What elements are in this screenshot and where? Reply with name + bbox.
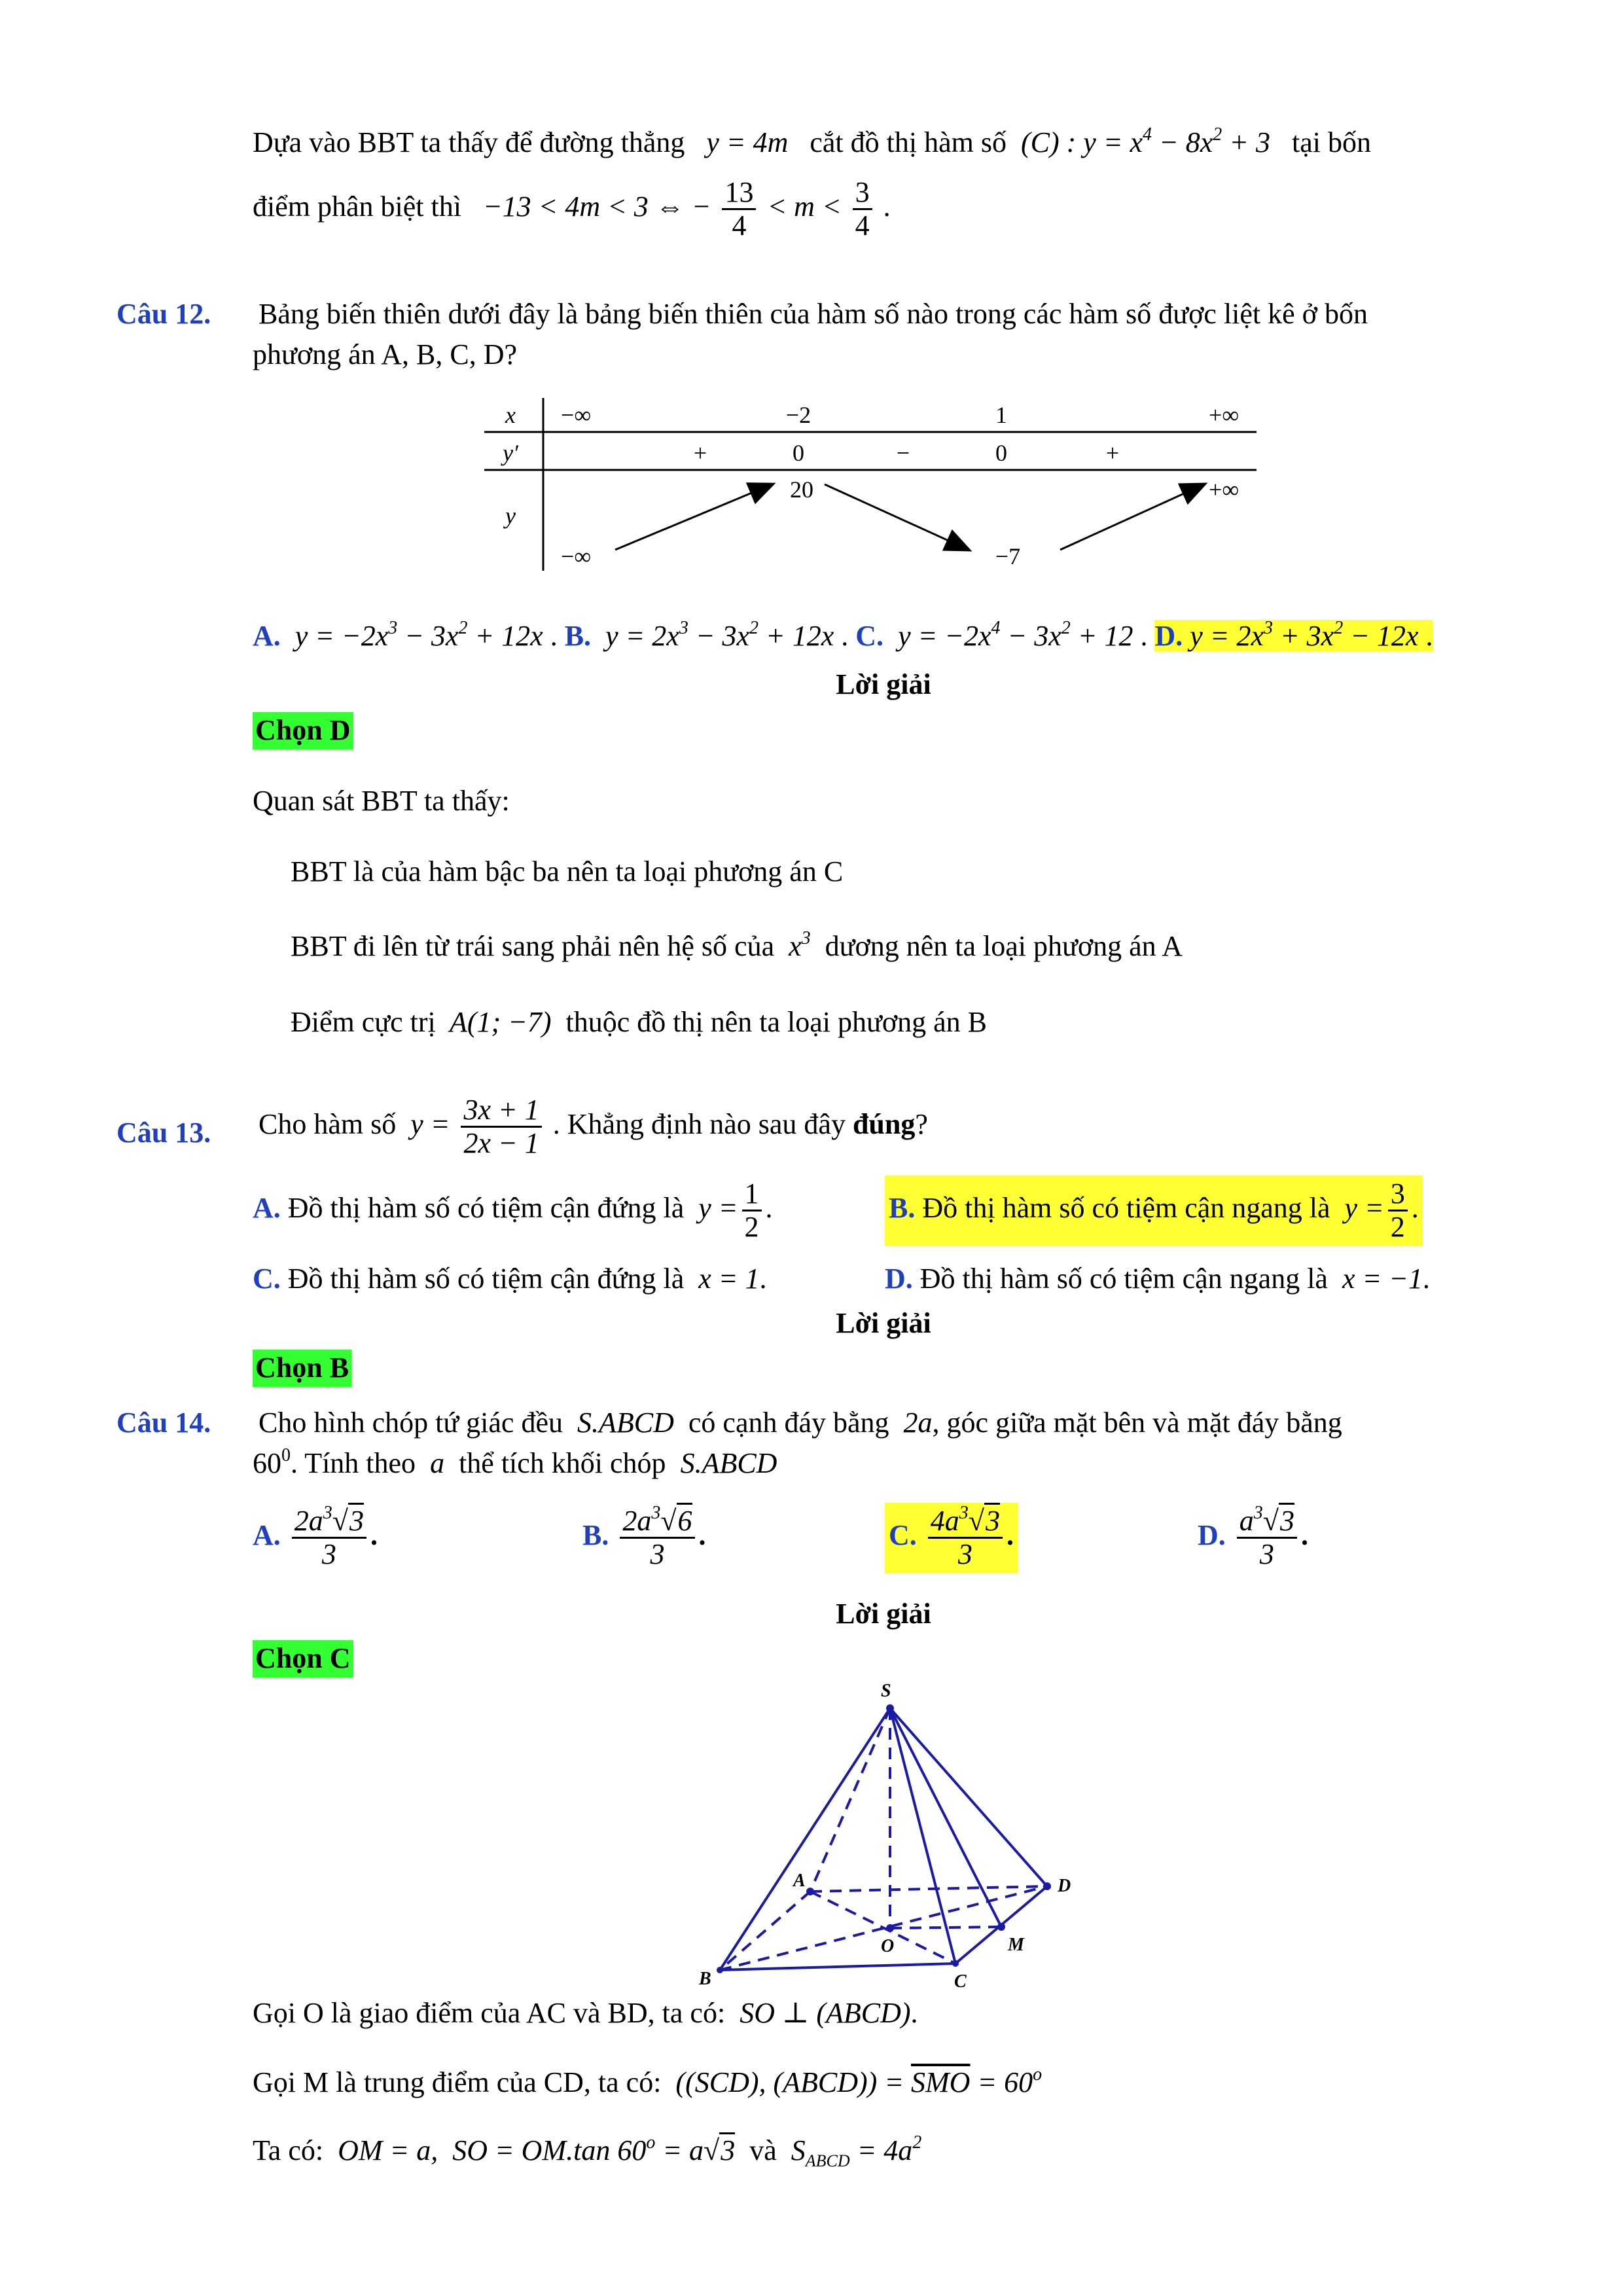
q12-label: Câu 12. xyxy=(116,298,211,330)
decrease-arrow xyxy=(825,484,969,550)
q14-solution-title: Lời giải xyxy=(836,1598,931,1630)
q13-text: Cho hàm số y = $\frac{3x + 1}{2x - 1}$ . Khẳng định nào sau đây đúng? xyxy=(259,1094,928,1160)
option-d-highlight: D. $y = 2x^3 + 3x^2 - 12x$ . xyxy=(1154,618,1433,652)
yprime-sign: + xyxy=(1105,440,1120,466)
row-yprime-label: y′ xyxy=(503,440,518,466)
q13-choice: Chọn B xyxy=(253,1350,351,1387)
yprime-sign: + xyxy=(693,440,707,466)
q14-step-2: Gọi M là trung điểm của CD, ta có: ((SCD), (ABCD)) = $\overline{SMO} = 60^o$ xyxy=(253,2064,1043,2098)
y-value-min: −7 xyxy=(995,543,1021,569)
q13-option-a: A. Đồ thị hàm số có tiệm cận đứng là y = $\frac{1}{2}$ . xyxy=(253,1177,773,1244)
option-d-label: D. xyxy=(1154,620,1183,652)
q14-step-3: Ta có: OM = a, SO = OM.tan $60^o = a√3$ và $S_{ABCD} = 4a^2$ xyxy=(253,2132,922,2170)
label-M: M xyxy=(1008,1935,1024,1955)
label-S: S xyxy=(881,1682,891,1701)
row-y-label: y xyxy=(505,503,516,529)
q13-option-d: D. Đồ thị hàm số có tiệm cận ngang là x = −1. xyxy=(885,1263,1430,1295)
variation-table xyxy=(484,393,1263,583)
label-D: D xyxy=(1058,1876,1071,1896)
y-value-start: −∞ xyxy=(561,543,591,569)
label-A: A xyxy=(793,1871,806,1891)
q14-choice: Chọn C xyxy=(253,1640,353,1677)
increase-arrow xyxy=(1060,484,1204,550)
q12-choice: Chọn D xyxy=(253,712,353,749)
q13-option-b-highlight: B. Đồ thị hàm số có tiệm cận ngang là y = $\frac{3}{2}$ . xyxy=(885,1175,1423,1246)
q12-step-3: BBT đi lên từ trái sang phải nên hệ số của $x^3$ dương nên ta loại phương án A xyxy=(291,928,1183,962)
label-B: B xyxy=(699,1969,711,1989)
edge-SA xyxy=(810,1708,890,1892)
q12-options: A. $y = -2x^3 - 3x^2 + 12x$ . B. $y = 2x^3 - 3x^2 + 12x$ . C. $y = -2x^4 - 3x^2 + 12$ . D. $y = 2x^3 + 3x^2 - 12x$ . xyxy=(253,618,1433,652)
x-value: +∞ xyxy=(1209,402,1239,428)
increase-arrow xyxy=(615,484,772,550)
x-value: 1 xyxy=(995,402,1007,428)
q12-text-2: phương án A, B, C, D? xyxy=(253,338,517,370)
option-c-label: C. xyxy=(855,620,884,652)
edge-AD xyxy=(810,1886,1047,1892)
intro-line-2: điểm phân biệt thì −13 < 4m < 3 ⇔ − $\frac{13}{4}$ < m < $\frac{3}{4}$ . xyxy=(253,176,891,242)
q14-option-d: D. $\frac{a^3√3}{3}$ . xyxy=(1198,1503,1308,1571)
q14-label: Câu 14. xyxy=(116,1407,211,1439)
option-b-label: B. xyxy=(564,620,592,652)
y-value-end: +∞ xyxy=(1209,476,1239,503)
q13-solution-title: Lời giải xyxy=(836,1307,931,1339)
edge-SM xyxy=(890,1708,1001,1927)
q14-option-a: A. $\frac{2a^3√3}{3}$ . xyxy=(253,1503,378,1571)
y-value-max: 20 xyxy=(790,476,813,503)
option-a-label: A. xyxy=(253,620,281,652)
row-x-label: x xyxy=(505,402,516,428)
x-value: −∞ xyxy=(561,402,591,428)
label-O: O xyxy=(881,1936,895,1956)
q12-step-1: Quan sát BBT ta thấy: xyxy=(253,785,510,817)
q14-step-1: Gọi O là giao điểm của AC và BD, ta có: SO ⊥ (ABCD). xyxy=(253,1997,918,2029)
q12-step-2: BBT là của hàm bậc ba nên ta loại phương án C xyxy=(291,855,844,888)
q12-solution-title: Lời giải xyxy=(836,668,931,700)
yprime-value: 0 xyxy=(995,440,1007,466)
pyramid-figure xyxy=(681,1682,1099,1990)
q14-text-1: Cho hình chóp tứ giác đều S.ABCD có cạnh đáy bằng 2a, góc giữa mặt bên và mặt đáy bằng xyxy=(259,1407,1342,1439)
edge-SB xyxy=(720,1708,890,1970)
q12-text-1: Bảng biến thiên dưới đây là bảng biến thiên của hàm số nào trong các hàm số được liệt kê ở bốn xyxy=(259,298,1368,330)
q14-text-2: $60^0$. Tính theo a thể tích khối chóp S.ABCD xyxy=(253,1445,777,1479)
intro-line-1: Dựa vào BBT ta thấy để đường thẳng y = 4m cắt đồ thị hàm số (C) : $y = x^4 - 8x^2 + 3$ tại bốn xyxy=(253,124,1371,158)
q13-label: Câu 13. xyxy=(116,1117,211,1149)
q13-option-c: C. Đồ thị hàm số có tiệm cận đứng là x = 1. xyxy=(253,1263,767,1295)
q12-step-4: Điểm cực trị A(1; −7) thuộc đồ thị nên ta loại phương án B xyxy=(291,1006,987,1038)
q14-option-c-highlight: C. $\frac{4a^3√3}{3}$ . xyxy=(885,1503,1018,1573)
edge-BC xyxy=(720,1964,955,1970)
q14-option-b: B. $\frac{2a^3√6}{3}$ . xyxy=(582,1503,706,1571)
label-C: C xyxy=(954,1971,967,1990)
x-value: −2 xyxy=(785,402,812,428)
yprime-sign: − xyxy=(896,440,910,466)
yprime-value: 0 xyxy=(793,440,804,466)
